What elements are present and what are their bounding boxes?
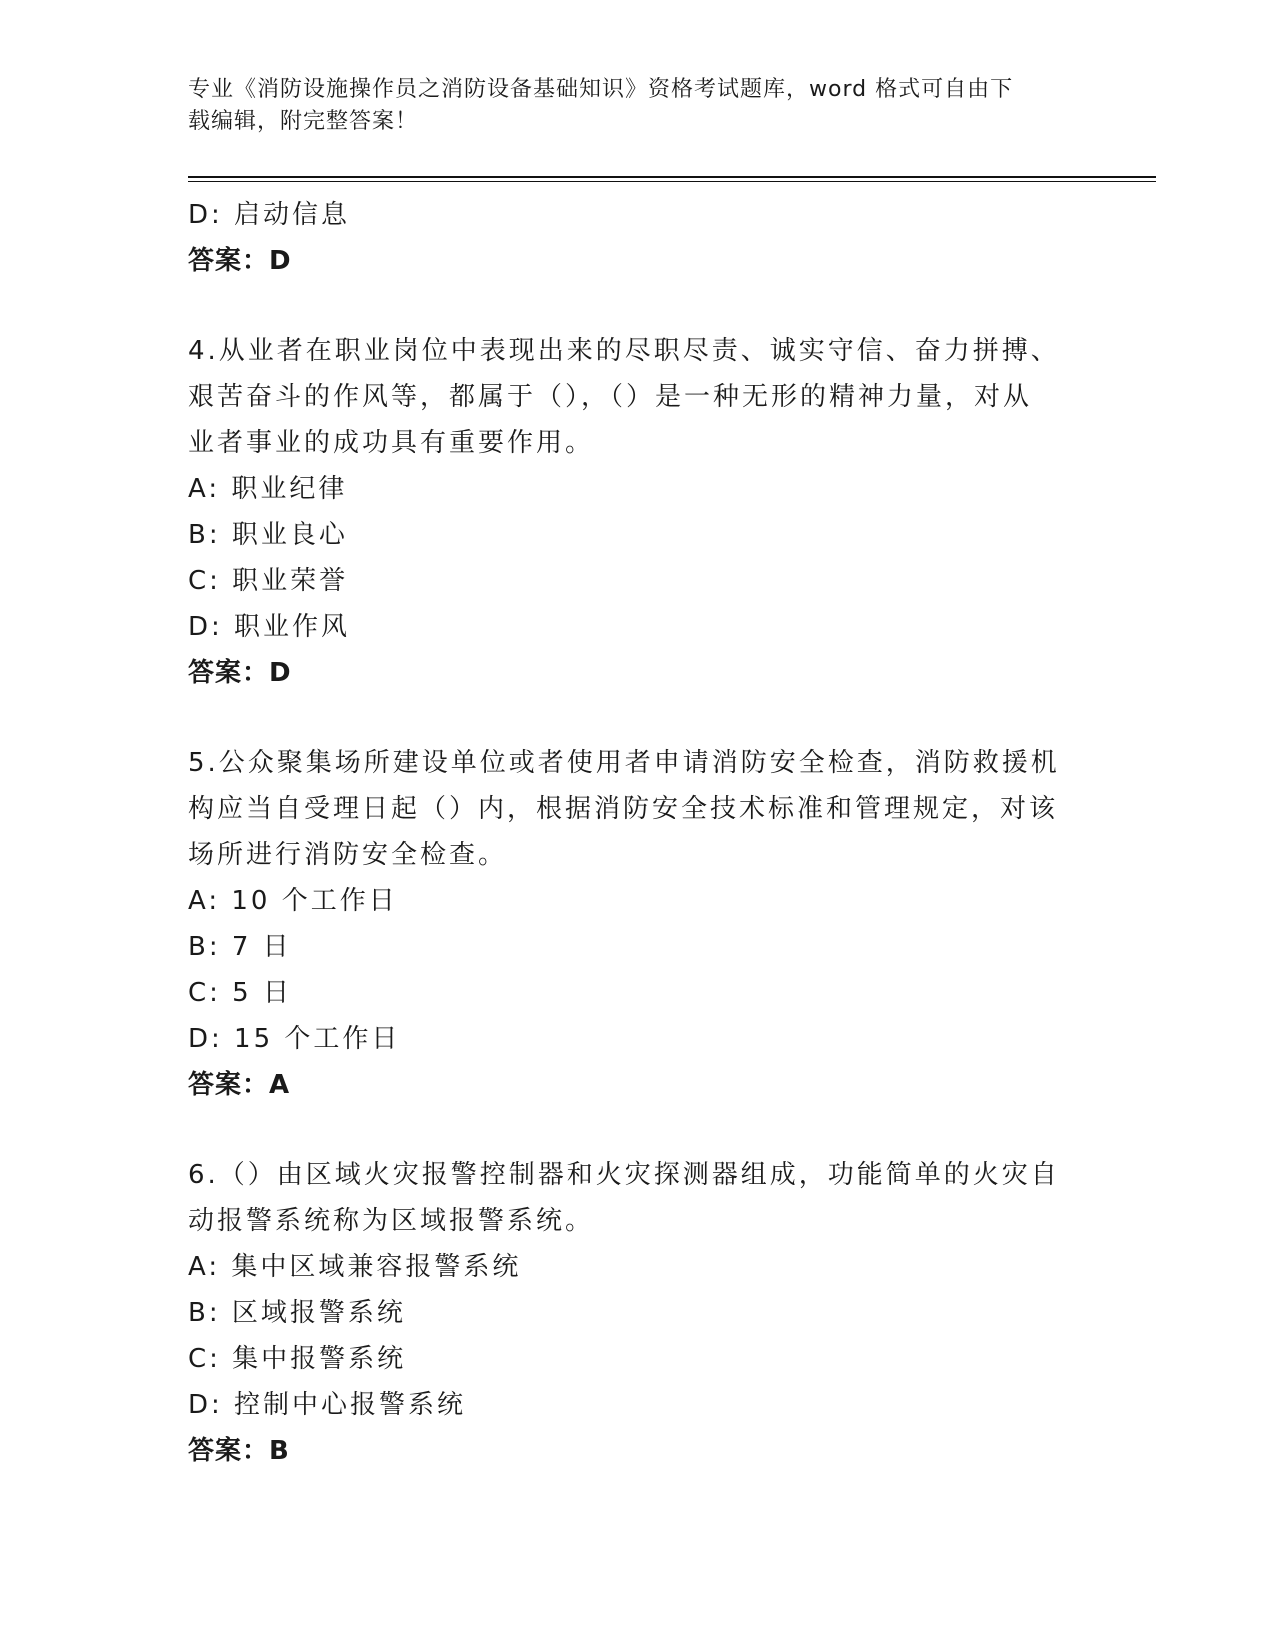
option-c: C: 5 日 (188, 978, 292, 1008)
option-c: C: 集中报警系统 (188, 1344, 407, 1374)
option-a: A: 集中区域兼容报警系统 (188, 1252, 522, 1282)
answer-line: 答案：D (188, 658, 292, 688)
option-d: D: 控制中心报警系统 (188, 1390, 467, 1420)
stem-line: 6.（）由区域火灾报警控制器和火灾探测器组成，功能简单的火灾自 (188, 1160, 1060, 1190)
option-a: A: 职业纪律 (188, 474, 348, 504)
option-a: A: 10 个工作日 (188, 886, 398, 916)
option-d: D: 启动信息 (188, 200, 351, 230)
stem-line: 艰苦奋斗的作风等，都属于（），（）是一种无形的精神力量，对从 (188, 382, 1033, 412)
option-d: D: 职业作风 (188, 612, 351, 642)
answer-line: 答案：D (188, 246, 292, 276)
stem-line: 动报警系统称为区域报警系统。 (188, 1206, 595, 1236)
question-5 (188, 740, 1068, 1108)
question-stem (188, 740, 1068, 878)
question-stem (188, 328, 1068, 466)
stem-line: 4.从业者在职业岗位中表现出来的尽职尽责、诚实守信、奋力拼搏、 (188, 336, 1060, 366)
document-header (188, 74, 1068, 138)
stem-line: 构应当自受理日起（）内，根据消防安全技术标准和管理规定，对该 (188, 794, 1059, 824)
option-b: B: 区域报警系统 (188, 1298, 406, 1328)
stem-line: 场所进行消防安全检查。 (188, 840, 508, 870)
question-list (188, 192, 1068, 1474)
header-line-1: 专业《消防设施操作员之消防设备基础知识》资格考试题库，word 格式可自由下 (188, 77, 1014, 102)
header-rule-thin (188, 181, 1156, 182)
option-b: B: 7 日 (188, 932, 292, 962)
question-6 (188, 1152, 1068, 1474)
question-stem (188, 1152, 1068, 1244)
stem-line: 业者事业的成功具有重要作用。 (188, 428, 595, 458)
header-line-2: 载编辑，附完整答案！ (188, 109, 419, 134)
option-d: D: 15 个工作日 (188, 1024, 401, 1054)
stem-line: 5.公众聚集场所建设单位或者使用者申请消防安全检查，消防救援机 (188, 748, 1060, 778)
header-rule-thick (188, 176, 1156, 178)
answer-line: 答案：A (188, 1070, 291, 1100)
option-b: B: 职业良心 (188, 520, 348, 550)
answer-line: 答案：B (188, 1436, 290, 1466)
question-4 (188, 328, 1068, 696)
option-c: C: 职业荣誉 (188, 566, 349, 596)
